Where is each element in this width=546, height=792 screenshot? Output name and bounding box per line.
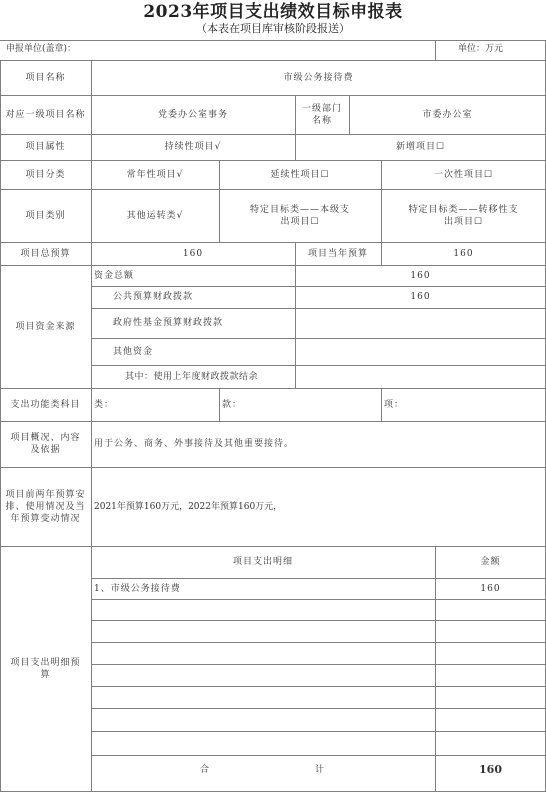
project-attribute-label: 项目属性 (25, 142, 66, 152)
total-budget-value: 160 (182, 248, 204, 259)
detail-total-label-he: 合 (199, 765, 210, 775)
project-type-label: 项目类别 (25, 210, 66, 221)
overview-text: 用于公务、商务、外事接待及其他重要接待。 (94, 439, 295, 449)
category-regular-option[interactable]: 常年性项目√ (126, 169, 184, 180)
form-title: 2023年项目支出绩效目标申报表 (143, 2, 403, 22)
history-text: 2021年预算160万元，2022年预算160万元， (94, 501, 283, 512)
type-specific-local-option[interactable]: 特定目标类——本级支出项目☐ (249, 204, 350, 227)
current-budget-value: 160 (453, 248, 474, 259)
funding-public-value: 160 (410, 292, 431, 302)
total-budget-label: 项目总预算 (20, 248, 71, 259)
category-extended-option[interactable]: 延续性项目☐ (270, 169, 330, 180)
function-item-field[interactable]: 项： (384, 399, 405, 410)
funding-total-label: 资金总额 (94, 270, 135, 281)
first-level-dept-value: 市委办公室 (422, 109, 473, 120)
applicant-unit-label: 申报单位(盖章)： (6, 44, 77, 54)
attribute-ongoing-option[interactable]: 持续性项目√ (164, 142, 222, 152)
detail-total-value: 160 (479, 763, 502, 776)
detail-budget-label: 项目支出明细预算 (10, 658, 81, 680)
detail-row-name (91, 708, 435, 731)
funding-total-value: 160 (410, 270, 431, 281)
detail-row-amount (435, 620, 546, 642)
funding-gov-fund-value (295, 308, 546, 338)
detail-row-amount (435, 599, 546, 620)
detail-row-name (91, 620, 435, 642)
form-subtitle: （本表在项目库审核阶段报送） (196, 22, 350, 35)
currency-unit-label: 单位：万元 (458, 44, 504, 54)
funding-other-value (295, 338, 546, 365)
first-level-dept-label: 一级部门名称 (301, 103, 342, 126)
first-level-item-label: 对应一级项目名称 (5, 109, 86, 120)
detail-row-name (91, 599, 435, 620)
type-transfer-option[interactable]: 其他运转类√ (126, 210, 184, 221)
project-name-value: 市级公务接待费 (283, 72, 354, 83)
attribute-new-option[interactable]: 新增项目☐ (395, 142, 446, 152)
function-subject-label: 支出功能类科目 (10, 399, 81, 410)
detail-row-amount (435, 664, 546, 686)
overview-label: 项目概况、内容及依据 (10, 433, 81, 455)
first-level-item-value: 党委办公室事务 (157, 109, 228, 120)
detail-total-label-ji: 计 (314, 765, 325, 775)
detail-row-name (91, 664, 435, 686)
type-specific-transfer-option[interactable]: 特定目标类——转移性支出项目☐ (408, 204, 519, 227)
function-class-field[interactable]: 类： (94, 399, 115, 410)
funding-carryover-value (295, 365, 546, 388)
funding-source-label: 项目资金来源 (15, 321, 76, 332)
project-name-label: 项目名称 (25, 72, 66, 83)
history-label: 项目前两年预算安排、使用情况及当年预算变动情况 (5, 489, 86, 524)
category-onetime-option[interactable]: 一次性项目☐ (433, 169, 494, 180)
detail-row-amount (435, 731, 546, 755)
detail-row-amount: 160 (480, 583, 501, 594)
detail-amount-header: 金额 (480, 557, 501, 567)
detail-row-name (91, 642, 435, 664)
project-category-label: 项目分类 (25, 169, 66, 180)
detail-row-amount (435, 708, 546, 731)
detail-row-amount (435, 642, 546, 664)
current-budget-label: 项目当年预算 (307, 248, 368, 259)
funding-carryover-label: 其中：使用上年度财政拨款结余 (125, 371, 259, 382)
detail-header-label: 项目支出明细 (232, 557, 293, 567)
detail-row-name (91, 686, 435, 708)
funding-public-label: 公共预算财政拨款 (113, 292, 194, 302)
detail-row-name (91, 731, 435, 755)
funding-gov-fund-label: 政府性基金预算财政拨款 (113, 318, 224, 328)
funding-other-label: 其他资金 (113, 346, 154, 357)
detail-row-name: 1、市级公务接待费 (94, 583, 181, 594)
function-section-field[interactable]: 款： (222, 399, 243, 410)
detail-row-amount (435, 686, 546, 708)
